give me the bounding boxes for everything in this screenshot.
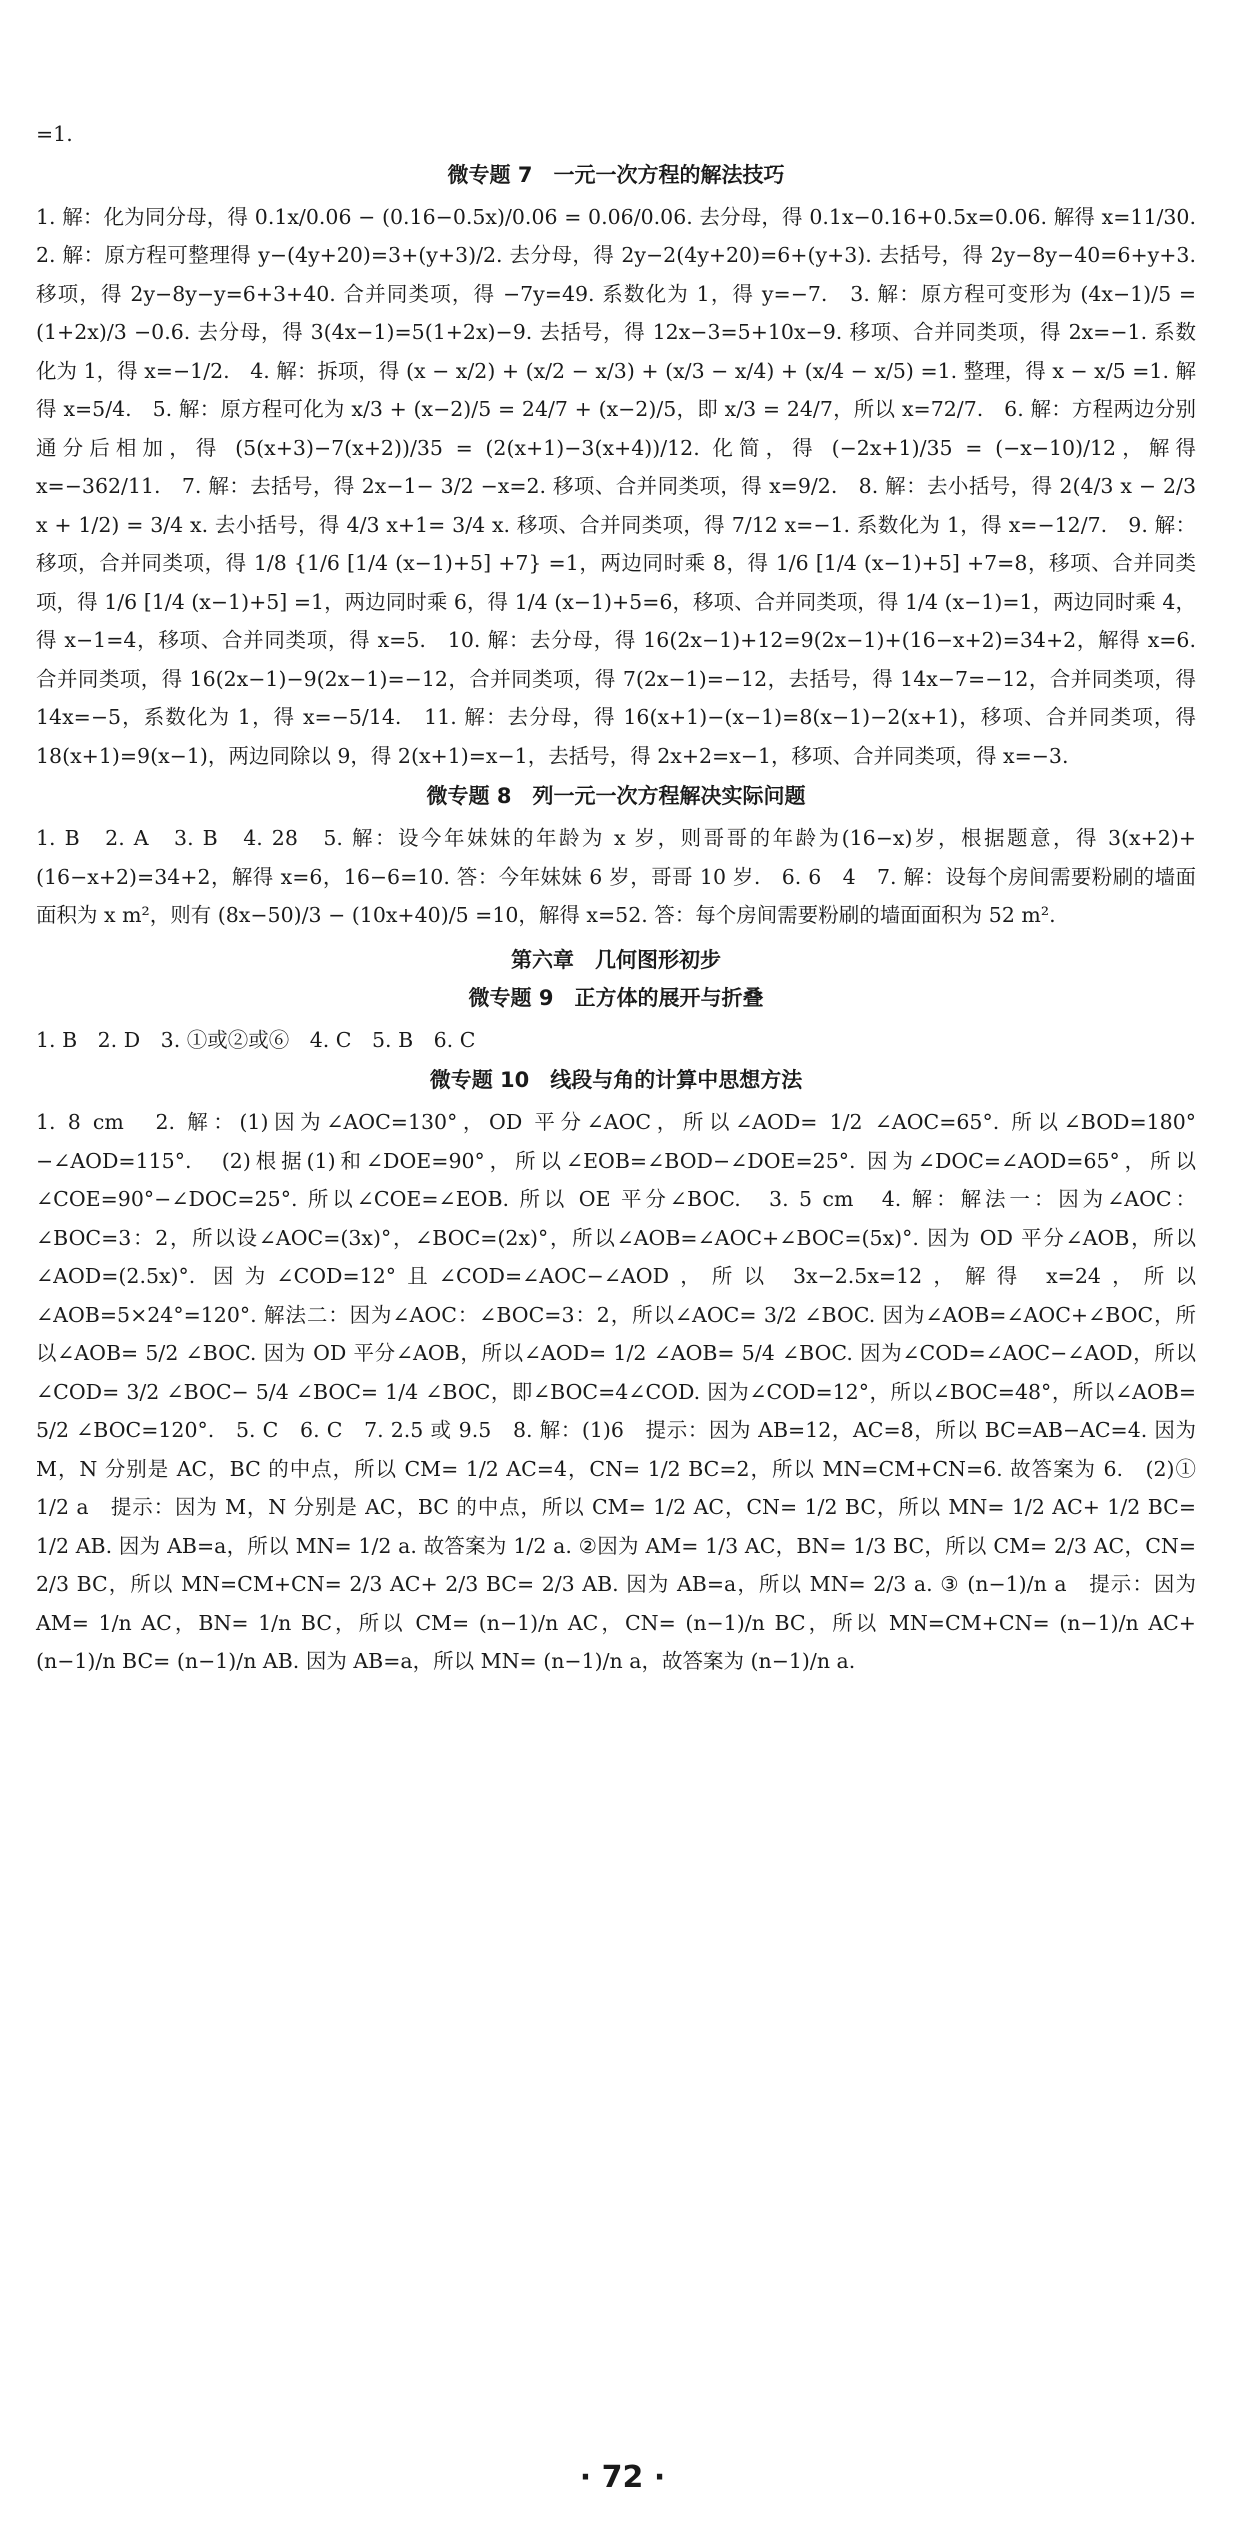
section-heading-10: 微专题 10 线段与角的计算中思想方法: [429, 1068, 803, 1092]
section-body-8: 1. B 2. A 3. B 4. 28 5. 解：设今年妹妹的年龄为 x 岁，则哥哥的年龄为(16−x)岁，根据题意，得 3(x+2)+(16−x+2)=34+2，解得 x=6，16−6=10. 答：今年妹妹 6 岁，哥哥 10 岁. 6. 6 4 7. 解：设每个房间需要粉刷的墙面面积为 x m²，则有 (8x−50)/3 − (10x+40)/5 =10，解得 x=52. 答：每个房间需要粉刷的墙面面积为 52 m².: [36, 826, 1196, 927]
top-line: =1.: [36, 122, 73, 146]
section-body-9: 1. B 2. D 3. ①或②或⑥ 4. C 5. B 6. C: [36, 1027, 476, 1052]
section-body-7: 1. 解：化为同分母，得 0.1x/0.06 − (0.16−0.5x)/0.06 = 0.06/0.06. 去分母，得 0.1x−0.16+0.5x=0.06. 解得 x=11/30. 2. 解：原方程可整理得 y−(4y+20)=3+(y+3)/2. 去分母，得 2y−2(4y+20)=6+(y+3). 去括号，得 2y−8y−40=6+y+3. 移项，得 2y−8y−y=6+3+40. 合并同类项，得 −7y=49. 系数化为 1，得 y=−7. 3. 解：原方程可变形为 (4x−1)/5 = (1+2x)/3 −0.6. 去分母，得 3(4x−1)=5(1+2x)−9. 去括号，得 12x−3=5+10x−9. 移项、合并同类项，得 2x=−1. 系数化为 1，得 x=−1/2. 4. 解：拆项，得 (x − x/2) + (x/2 − x/3) + (x/3 − x/4) + (x/4 − x/5) =1. 整理，得 x − x/5 =1. 解得 x=5/4. 5. 解：原方程可化为 x/3 + (x−2)/5 = 24/7 + (x−2)/5，即 x/3 = 24/7，所以 x=72/7. 6. 解：方程两边分别通分后相加，得 (5(x+3)−7(x+2))/35 = (2(x+1)−3(x+4))/12. 化简，得 (−2x+1)/35 = (−x−10)/12，解得 x=−362/11. 7. 解：去括号，得 2x−1− 3/2 −x=2. 移项、合并同类项，得 x=9/2. 8. 解：去小括号，得 2(4/3 x − 2/3 x + 1/2) = 3/4 x. 去小括号，得 4/3 x+1= 3/4 x. 移项、合并同类项，得 7/12 x=−1. 系数化为 1，得 x=−12/7. 9. 解：移项，合并同类项，得 1/8 {1/6 [1/4 (x−1)+5] +7} =1，两边同时乘 8，得 1/6 [1/4 (x−1)+5] +7=8，移项、合并同类项，得 1/6 [1/4 (x−1)+5] =1，两边同时乘 6，得 1/4 (x−1)+5=6，移项、合并同类项，得 1/4 (x−1)=1，两边同时乘 4，得 x−1=4，移项、合并同类项，得 x=5. 10. 解：去分母，得 16(2x−1)+12=9(2x−1)+(16−x+2)=34+2，解得 x=6. 合并同类项，得 16(2x−1)−9(2x−1)=−12，合并同类项，得 7(2x−1)=−12，去括号，得 14x−7=−12，合并同类项，得 14x=−5，系数化为 1，得 x=−5/14. 11. 解：去分母，得 16(x+1)−(x−1)=8(x−1)−2(x+1)，移项、合并同类项，得 18(x+1)=9(x−1)，两边同除以 9，得 2(x+1)=x−1，去括号，得 2x+2=x−1，移项、合并同类项，得 x=−3.: [36, 204, 1217, 768]
section-body-10: 1. 8 cm 2. 解：(1)因为∠AOC=130°，OD 平分∠AOC，所以∠AOD= 1/2 ∠AOC=65°. 所以∠BOD=180°−∠AOD=115°. (2)根据(1)和∠DOE=90°，所以∠EOB=∠BOD−∠DOE=25°. 因为∠DOC=∠AOD=65°，所以∠COE=90°−∠DOC=25°. 所以∠COE=∠EOB. 所以 OE 平分∠BOC. 3. 5 cm 4. 解：解法一：因为∠AOC：∠BOC=3：2，所以设∠AOC=(3x)°，∠BOC=(2x)°，所以∠AOB=∠AOC+∠BOC=(5x)°. 因为 OD 平分∠AOB，所以∠AOD=(2.5x)°. 因为∠COD=12°且∠COD=∠AOC−∠AOD，所以 3x−2.5x=12，解得 x=24，所以∠AOB=5×24°=120°. 解法二：因为∠AOC：∠BOC=3：2，所以∠AOC= 3/2 ∠BOC. 因为∠AOB=∠AOC+∠BOC，所以∠AOB= 5/2 ∠BOC. 因为 OD 平分∠AOB，所以∠AOD= 1/2 ∠AOB= 5/4 ∠BOC. 因为∠COD=∠AOC−∠AOD，所以∠COD= 3/2 ∠BOC− 5/4 ∠BOC= 1/4 ∠BOC，即∠BOC=4∠COD. 因为∠COD=12°，所以∠BOC=48°，所以∠AOB= 5/2 ∠BOC=120°. 5. C 6. C 7. 2.5 或 9.5 8. 解：(1)6 提示：因为 AB=12，AC=8，所以 BC=AB−AC=4. 因为 M，N 分别是 AC，BC 的中点，所以 CM= 1/2 AC=4，CN= 1/2 BC=2，所以 MN=CM+CN=6. 故答案为 6. (2)① 1/2 a 提示：因为 M，N 分别是 AC，BC 的中点，所以 CM= 1/2 AC，CN= 1/2 BC，所以 MN= 1/2 AC+ 1/2 BC= 1/2 AB. 因为 AB=a，所以 MN= 1/2 a. 故答案为 1/2 a. ②因为 AM= 1/3 AC，BN= 1/3 BC，所以 CM= 2/3 AC，CN= 2/3 BC，所以 MN=CM+CN= 2/3 AC+ 2/3 BC= 2/3 AB. 因为 AB=a，所以 MN= 2/3 a. ③ (n−1)/n a 提示：因为 AM= 1/n AC，BN= 1/n BC，所以 CM= (n−1)/n AC，CN= (n−1)/n BC，所以 MN=CM+CN= (n−1)/n AC+ (n−1)/n BC= (n−1)/n AB. 因为 AB=a，所以 MN= (n−1)/n a，故答案为 (n−1)/n a.: [36, 1110, 1196, 1673]
page-number: · 72 ·: [579, 2460, 666, 2495]
section-heading-8: 微专题 8 列一元一次方程解决实际问题: [426, 784, 806, 808]
section-heading-9: 微专题 9 正方体的展开与折叠: [468, 985, 764, 1010]
section-heading-7: 微专题 7 一元一次方程的解法技巧: [447, 162, 785, 187]
page-content: [36, 115, 1217, 1681]
chapter-title: 第六章 几何图形初步: [511, 947, 721, 972]
